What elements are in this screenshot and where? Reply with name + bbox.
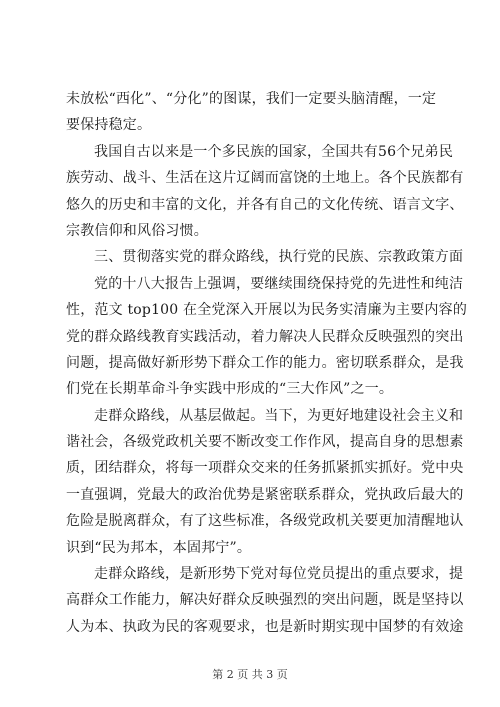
paragraph-line: 高群众工作能力，解决好群众反映强烈的突出问题，既是坚持以 — [66, 592, 464, 609]
paragraph-line: 识到“民为邦本，本固邦宁”。 — [66, 539, 252, 556]
paragraph-line: 问题，提高做好新形势下群众工作的能力。密切联系群众，是我 — [66, 354, 464, 371]
paragraph-line: 未放松“西化”、“分化”的图谋，我们一定要头脑清醒，一定 — [66, 91, 437, 107]
paragraph-line: 悠久的历史和丰富的文化，并各有自己的文化传统、语言文字、 — [66, 196, 464, 213]
paragraph-line: 性，范文 top100 在全党深入开展以为民务实清廉为主要内容的 — [66, 302, 468, 319]
paragraph-line: 谐社会，各级党政机关要不断改变工作作风，提高自身的思想素 — [66, 434, 464, 451]
paragraph-line: 党的群众路线教育实践活动，着力解决人民群众反映强烈的突出 — [66, 328, 464, 345]
paragraph-line: 质，团结群众，将每一项群众交来的任务抓紧抓实抓好。党中央 — [66, 460, 464, 477]
paragraph-line: 党的十八大报告上强调，要继续围绕保持党的先进性和纯洁 — [94, 275, 464, 292]
paragraph-line: 走群众路线，从基层做起。当下，为更好地建设社会主义和 — [94, 407, 464, 424]
paragraph-line: 宗教信仰和风俗习惯。 — [66, 222, 208, 239]
paragraph-line: 们党在长期革命斗争实践中形成的“三大作风”之一。 — [66, 381, 394, 398]
paragraph-line: 走群众路线，是新形势下党对每位党员提出的重点要求，提 — [94, 566, 464, 583]
paragraph-line: 要保持稳定。 — [66, 117, 152, 134]
document-body — [66, 86, 468, 640]
paragraph-line: 族劳动、战斗、生活在这片辽阔而富饶的土地上。各个民族都有 — [66, 170, 464, 187]
paragraph-line: 危险是脱离群众，有了这些标准，各级党政机关要更加清醒地认 — [66, 513, 464, 530]
page-number-footer: 第 2 页 共 3 页 — [212, 668, 288, 681]
paragraph-line: 我国自古以来是一个多民族的国家，全国共有56个兄弟民 — [94, 143, 454, 160]
section-heading: 三、贯彻落实党的群众路线，执行党的民族、宗教政策方面 — [94, 249, 464, 266]
paragraph-line: 人为本、执政为民的客观要求，也是新时期实现中国梦的有效途 — [66, 618, 464, 635]
paragraph-line: 一直强调，党最大的政治优势是紧密联系群众，党执政后最大的 — [66, 486, 464, 503]
